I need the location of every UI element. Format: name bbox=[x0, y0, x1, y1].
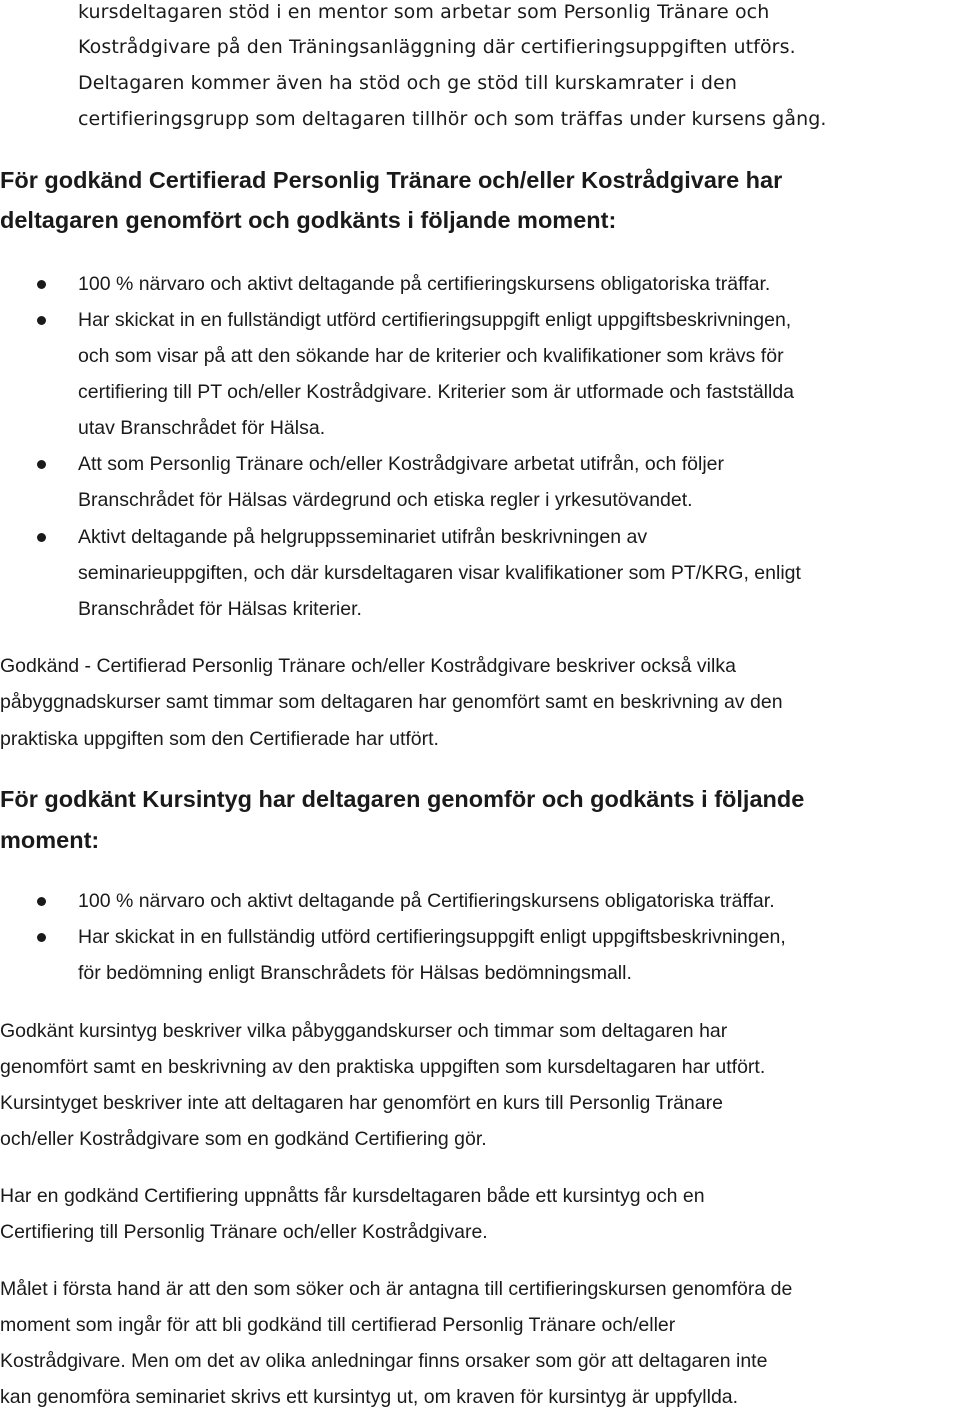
text-line: och/eller Kostrådgivare som en godkänd Certifiering gör. bbox=[0, 1128, 487, 1150]
text-line: Har en godkänd Certifiering uppnåtts får kursdeltagaren både ett kursintyg och en bbox=[0, 1185, 705, 1207]
bullet-icon bbox=[37, 533, 46, 542]
list-item-text: för bedömning enligt Branschrådets för Hälsas bedömningsmall. bbox=[78, 962, 632, 984]
text-line: genomfört samt en beskrivning av den praktiska uppgiften som kursdeltagaren har utfört. bbox=[0, 1056, 766, 1078]
text-line: kan genomföra seminariet skrivs ett kursintyg ut, om kraven för kursintyg är uppfyllda. bbox=[0, 1386, 739, 1408]
text-line: kursdeltagaren stöd i en mentor som arbetar som Personlig Tränare och bbox=[78, 1, 770, 23]
bullet-icon bbox=[37, 897, 46, 906]
text-line: påbyggnadskurser samt timmar som deltagaren har genomfört samt en beskrivning av den bbox=[0, 691, 783, 713]
list-item-text: Har skickat in en fullständig utförd certifieringsuppgift enligt uppgiftsbeskrivningen, bbox=[78, 926, 786, 948]
text-line: Målet i första hand är att den som söker och är antagna till certifieringskursen genomföra de bbox=[0, 1278, 793, 1300]
text-line: Certifiering till Personlig Tränare och/eller Kostrådgivare. bbox=[0, 1221, 488, 1243]
bullet-icon bbox=[37, 460, 46, 469]
list-item-text: Att som Personlig Tränare och/eller Kostrådgivare arbetat utifrån, och följer bbox=[78, 453, 724, 475]
heading-line: deltagaren genomfört och godkänts i följande moment: bbox=[0, 207, 617, 233]
list-item-text: Branschrådet för Hälsas kriterier. bbox=[78, 598, 362, 620]
text-line: certifieringsgrupp som deltagaren tillhör och som träffas under kursens gång. bbox=[78, 108, 827, 130]
list-item-text: Har skickat in en fullständigt utförd certifieringsuppgift enligt uppgiftsbeskrivningen, bbox=[78, 309, 792, 331]
text-line: Kostrådgivare. Men om det av olika anledningar finns orsaker som gör att deltagaren inte bbox=[0, 1350, 768, 1372]
text-line: Kostrådgivare på den Träningsanläggning där certifieringsuppgiften utförs. bbox=[78, 36, 796, 58]
bullet-icon bbox=[37, 316, 46, 325]
heading-line: moment: bbox=[0, 827, 100, 853]
list-item-text: Aktivt deltagande på helgruppsseminariet utifrån beskrivningen av bbox=[78, 526, 648, 548]
heading-line: För godkänd Certifierad Personlig Tränare och/eller Kostrådgivare har bbox=[0, 167, 783, 193]
list-item-text: seminarieuppgiften, och där kursdeltagaren visar kvalifikationer som PT/KRG, enligt bbox=[78, 562, 801, 584]
text-line: Kursintyget beskriver inte att deltagaren har genomfört en kurs till Personlig Tränare bbox=[0, 1092, 723, 1114]
bullet-icon bbox=[37, 933, 46, 942]
text-line: Godkänd - Certifierad Personlig Tränare och/eller Kostrådgivare beskriver också vilka bbox=[0, 655, 736, 677]
list-item-text: 100 % närvaro och aktivt deltagande på Certifieringskursens obligatoriska träffar. bbox=[78, 890, 775, 912]
heading-line: För godkänt Kursintyg har deltagaren genomför och godkänts i följande bbox=[0, 786, 805, 812]
list-item-text: och som visar på att den sökande har de kriterier och kvalifikationer som krävs för bbox=[78, 345, 784, 367]
list-item-text: certifiering till PT och/eller Kostrådgivare. Kriterier som är utformade och fastställda bbox=[78, 381, 795, 403]
list-item-text: 100 % närvaro och aktivt deltagande på certifieringskursens obligatoriska träffar. bbox=[78, 273, 771, 295]
text-line: praktiska uppgiften som den Certifierade har utfört. bbox=[0, 728, 439, 750]
list-item-text: Branschrådet för Hälsas värdegrund och etiska regler i yrkesutövandet. bbox=[78, 489, 693, 511]
text-line: Deltagaren kommer även ha stöd och ge stöd till kurskamrater i den bbox=[78, 72, 738, 94]
text-line: Godkänt kursintyg beskriver vilka påbyggandskurser och timmar som deltagaren har bbox=[0, 1020, 728, 1042]
bullet-icon bbox=[37, 280, 46, 289]
list-item-text: utav Branschrådet för Hälsa. bbox=[78, 417, 326, 439]
text-line: moment som ingår för att bli godkänd till certifierad Personlig Tränare och/eller bbox=[0, 1314, 676, 1336]
